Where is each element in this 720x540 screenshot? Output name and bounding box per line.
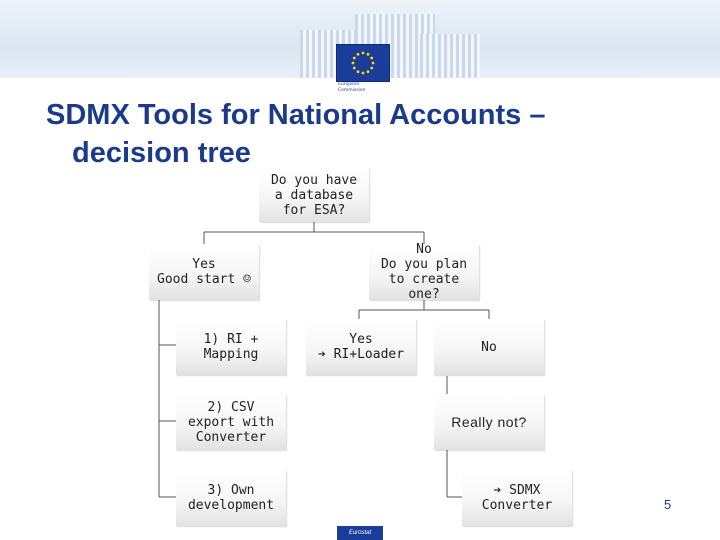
node-yes-ri-loader: Yes ➔ RI+Loader	[306, 319, 416, 375]
node-no-plan-question: No Do you plan to create one?	[369, 244, 479, 300]
node-yes-good-start: Yes Good start ☺	[149, 244, 259, 300]
european-commission-label: European Commission	[338, 82, 366, 93]
title-line-2: decision tree	[72, 137, 251, 169]
node-no: No	[434, 319, 544, 375]
node-option-ri-mapping: 1) RI + Mapping	[176, 319, 286, 375]
node-option-own-development: 3) Own development	[176, 470, 286, 526]
node-sdmx-converter: ➔ SDMX Converter	[462, 470, 572, 526]
node-really-not: Really not?	[434, 394, 544, 450]
eurostat-logo: Eurostat	[337, 526, 383, 540]
node-database-question: Do you have a database for ESA?	[259, 168, 369, 222]
title-line-1: SDMX Tools for National Accounts –	[46, 99, 546, 131]
page-number: 5	[664, 497, 672, 512]
node-option-csv-export: 2) CSV export with Converter	[176, 394, 286, 450]
